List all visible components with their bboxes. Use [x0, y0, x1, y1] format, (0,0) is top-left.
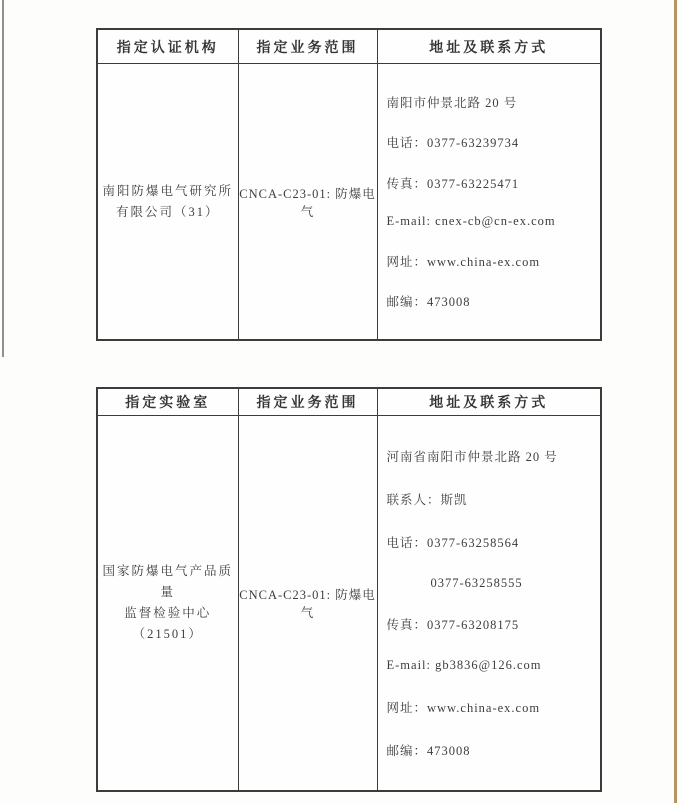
t2-org-name-line2: 监督检验中心（21501）: [124, 606, 212, 641]
t2-contact-person: 联系人：斯凯: [386, 492, 468, 507]
t1-email: E-mail: cnex-cb@cn-ex.com: [386, 214, 556, 229]
t1-org-name-line2: 有限公司（31）: [115, 204, 220, 219]
t2-phone: 电话：0377-63258564: [386, 535, 520, 550]
left-margin-line: [2, 0, 4, 357]
t1-fax: 传真：0377-63225471: [386, 176, 520, 191]
t1-data-row: [97, 64, 601, 341]
t1-scope-cell: CNCA-C23-01: 防爆电气: [238, 64, 377, 341]
t1-header-scope: 指定业务范围: [238, 29, 377, 64]
right-border-line: [674, 0, 677, 803]
t1-postcode: 邮编：473008: [386, 295, 471, 310]
t1-phone: 电话：0377-63239734: [386, 136, 520, 151]
t1-address: 南阳市仲景北路 20 号: [386, 95, 518, 110]
t2-org-cell: [97, 416, 238, 792]
t2-website: 网址：www.china-ex.com: [386, 701, 541, 716]
t2-phone-2: 0377-63258555: [430, 575, 523, 590]
t2-header-contact: 地址及联系方式: [377, 388, 601, 416]
t1-header-agency: 指定认证机构: [97, 29, 238, 64]
t1-header-row: [97, 29, 601, 64]
t2-header-row: [97, 388, 601, 416]
t2-address: 河南省南阳市仲景北路 20 号: [386, 449, 558, 464]
t1-org-name-line1: 南阳防爆电气研究所: [102, 183, 233, 198]
t2-org-name-line1: 国家防爆电气产品质量: [102, 564, 233, 599]
t1-org-cell: [97, 64, 238, 341]
certification-body-table: [96, 28, 602, 341]
t1-website: 网址：www.china-ex.com: [386, 254, 541, 269]
t2-data-row: [97, 416, 601, 792]
t2-contact-cell: [377, 416, 601, 792]
laboratory-table: [96, 387, 602, 792]
t1-contact-cell: [377, 64, 601, 341]
t2-email: E-mail: gb3836@126.com: [386, 658, 542, 673]
t2-scope-cell: CNCA-C23-01: 防爆电气: [238, 416, 377, 792]
t2-header-scope: 指定业务范围: [238, 388, 377, 416]
t1-header-contact: 地址及联系方式: [377, 29, 601, 64]
t2-header-lab: 指定实验室: [97, 388, 238, 416]
t2-fax: 传真：0377-63208175: [386, 618, 520, 633]
t2-postcode: 邮编：473008: [386, 744, 471, 758]
